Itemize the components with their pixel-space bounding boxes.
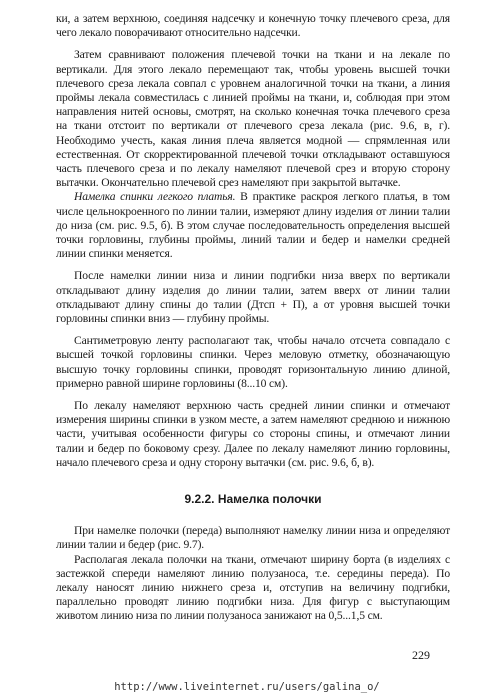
paragraph: По лекалу намеляют верхнюю часть средней линии спинки и отмечают измерения ширины спинки в узком месте, а затем намеляют среднюю и нижнюю части, учитывая особенности фигуры со стороны спины, и отмечают линии талии и бедер по боковому срезу. Далее по лекалу намеляют линию горловины, начало плечевого среза и одну сторону вытачки (см. рис. 9.6, б, в). bbox=[56, 399, 450, 469]
paragraph bbox=[56, 190, 450, 261]
paragraph: ки, а затем верхнюю, соединяя надсечку и конечную точку плечевого среза, для чего лекало поворачивают относительно надсечки. bbox=[56, 12, 450, 40]
page-number: 229 bbox=[412, 648, 430, 662]
section-heading: 9.2.2. Намелка полочки bbox=[184, 492, 322, 507]
paragraph-body: В практике раскроя легкого платья, в том числе цельнокроенного по линии талии, измеряют длину изделия от линии талии до низа (см. рис. 9.5, б). В этом случае последовательность определения высшей точки горловины, глубины проймы, линий талии и бедер и намелки средней линии спинки меняется. bbox=[56, 190, 450, 261]
paragraph: Располагая лекала полочки на ткани, отмечают ширину борта (в изделиях с застежкой спереди намеляют линию полузаноса, т.е. середины переда). По лекалу наносят линию нижнего среза и, отступив на величину подгибки, параллельно проводят линию подгибки низа. Для фигур с выступающим животом линию низа по линии полузаноса занижают на 0,5...1,5 см. bbox=[56, 552, 450, 623]
paragraph: Сантиметровую ленту располагают так, чтобы начало отсчета совпадало с высшей точкой горловины спинки. Через меловую отметку, обозначающую высшую точку горловины спинки, проводят горизонтальную линию длиной, примерно равной ширине горловины (8...10 см). bbox=[56, 334, 450, 390]
paragraph: Затем сравнивают положения плечевой точки на ткани и на лекале по вертикали. Для этого лекало перемещают так, чтобы уровень высшей точки плечевого среза лекала совпал с уровнем аналогичной точки на ткани, а линия проймы лекала совместилась с линией проймы на ткани, и, соблюдая при этом направления нитей основы, смотрят, на сколько конечная точка плечевого среза на ткани отстоит по вертикали от плечевого среза лекала (рис. 9.6, в, г). Необходимо учесть, какая линия плеча является модной — спрямленная или естественная. От скорректированной плечевой точки откладывают оставшуюся часть плечевого среза и по лекалу намеляют плечевой срез и вторую сторону вытачки. Окончательно плечевой срез намеляют при закрытой вытачке. bbox=[56, 48, 450, 190]
paragraph: При намелке полочки (переда) выполняют намелку линии низа и определяют линии талии и бедер (рис. 9.7). bbox=[56, 524, 450, 552]
paragraph-lead-italic: Намелка спинки легкого платья. bbox=[74, 190, 236, 204]
document-page bbox=[56, 12, 450, 624]
paragraph: После намелки линии низа и линии подгибки низа вверх по вертикали откладывают длину изделия до линии талии, затем вверх от линии талии откладывают длину спины до талии (Дтсп + П), а от уровня высшей точки горловины спинки вниз — глубину проймы. bbox=[56, 269, 450, 326]
watermark-url: http://www.liveinternet.ru/users/galina_o/ bbox=[114, 681, 380, 693]
